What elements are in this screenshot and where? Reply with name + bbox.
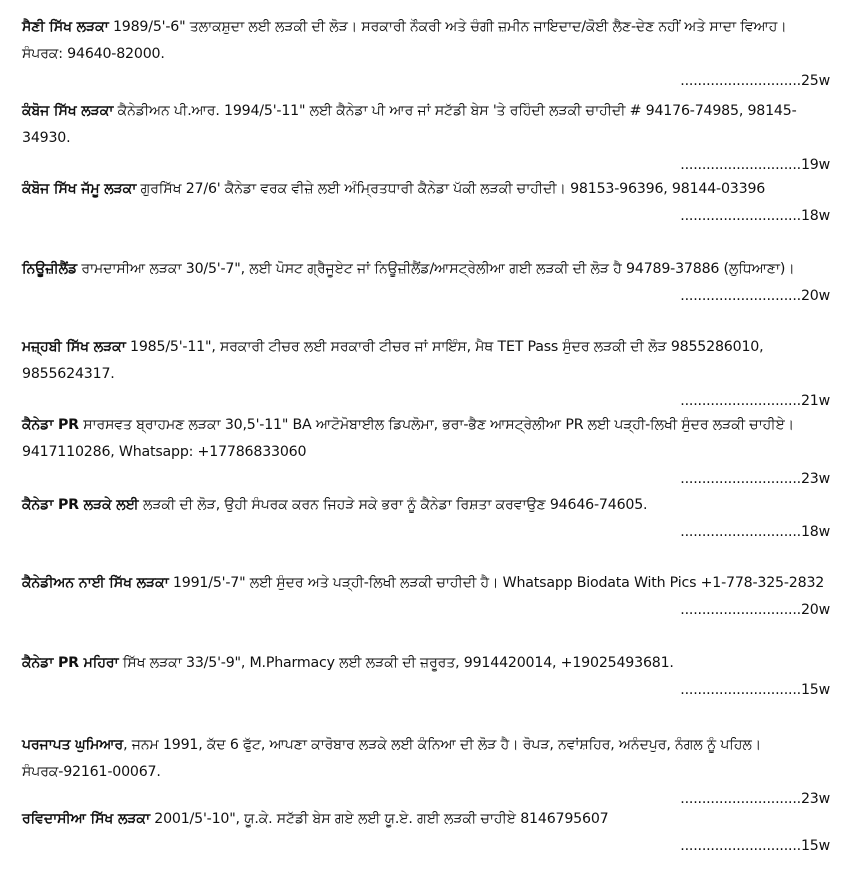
ad-heading: ਸੈਣੀ ਸਿੱਖ ਲੜਕਾ: [22, 19, 109, 35]
classified-ad: [22, 412, 830, 493]
ad-heading: ਕੈਨੇਡਾ PR: [22, 417, 79, 433]
classified-ad: [22, 334, 830, 415]
ad-heading: ਮਜ਼੍ਹਬੀ ਸਿੱਖ ਲੜਕਾ: [22, 339, 126, 355]
classified-ad: [22, 256, 830, 310]
ad-rate: ............................15w: [680, 682, 830, 698]
ad-rate: ............................23w: [680, 471, 830, 487]
ad-body: ਲੜਕੀ ਦੀ ਲੋੜ, ਉਹੀ ਸੰਪਰਕ ਕਰਨ ਜਿਹੜੇ ਸਕੇ ਭਰਾ ਨੂੰ ਕੈਨੇਡਾ ਰਿਸ਼ਤਾ ਕਰਵਾਉਣ 94646-74605.: [138, 497, 648, 513]
classified-ad: [22, 98, 830, 179]
classified-ad: [22, 176, 830, 230]
ad-rate: ............................21w: [680, 393, 830, 409]
classified-ad: [22, 806, 830, 860]
ad-heading: ਕੰਬੋਜ ਸਿੱਖ ਲੜਕਾ: [22, 103, 114, 119]
classified-ad: [22, 570, 830, 624]
classified-ad: [22, 14, 830, 95]
ad-body: 1989/5'-6" ਤਲਾਕਸ਼ੁਦਾ ਲਈ ਲੜਕੀ ਦੀ ਲੋੜ। ਸਰਕਾਰੀ ਨੌਕਰੀ ਅਤੇ ਚੰਗੀ ਜ਼ਮੀਨ ਜਾਇਦਾਦ/ਕੋਈ ਲੈਣ-ਦੇਣ ਨਹੀਂ ਅਤੇ ਸਾਦਾ ਵਿਆਹ। ਸੰਪਰਕ: 94640-82000.: [22, 19, 787, 62]
classified-ad: [22, 732, 830, 813]
ad-heading: ਪਰਜਾਪਤ ਘੁਮਿਆਰ: [22, 737, 124, 753]
ad-heading: ਰਵਿਦਾਸੀਆ ਸਿੱਖ ਲੜਕਾ: [22, 811, 150, 827]
ad-rate: ............................18w: [680, 208, 830, 224]
ad-rate: ............................23w: [680, 791, 830, 807]
ad-heading: ਕੈਨੇਡੀਅਨ ਨਾਈ ਸਿੱਖ ਲੜਕਾ: [22, 575, 169, 591]
ad-body: ਰਾਮਦਾਸੀਆ ਲੜਕਾ 30/5'-7", ਲਈ ਪੋਸਟ ਗ੍ਰੈਜੂਏਟ ਜਾਂ ਨਿਊਜ਼ੀਲੈਂਡ/ਆਸਟ੍ਰੇਲੀਆ ਗਈ ਲੜਕੀ ਦੀ ਲੋੜ ਹੈ 94789-37886 (ਲੁਧਿਆਣਾ)।: [77, 261, 795, 277]
ad-rate: ............................25w: [680, 73, 830, 89]
ad-body: ਸਾਰਸਵਤ ਬ੍ਰਾਹਮਣ ਲੜਕਾ 30,5'-11" BA ਆਟੋਮੋਬਾਈਲ ਡਿਪਲੋਮਾ, ਭਰਾ-ਭੈਣ ਆਸਟ੍ਰੇਲੀਆ PR ਲਈ ਪੜ੍ਹੀ-ਲਿਖੀ ਸੁੰਦਰ ਲੜਕੀ ਚਾਹੀਏ। 9417110286, Whatsapp: +17786833060: [22, 417, 795, 460]
ad-body: ਗੁਰਸਿੱਖ 27/6' ਕੈਨੇਡਾ ਵਰਕ ਵੀਜ਼ੇ ਲਈ ਅੰਮ੍ਰਿਤਧਾਰੀ ਕੈਨੇਡਾ ਪੱਕੀ ਲੜਕੀ ਚਾਹੀਦੀ। 98153-96396, 98144-03396: [136, 181, 766, 197]
classified-ad: [22, 650, 830, 704]
ad-rate: ............................20w: [680, 602, 830, 618]
ad-rate: ............................19w: [680, 157, 830, 173]
ad-heading: ਕੈਨੇਡਾ PR ਮਹਿਰਾ: [22, 655, 119, 671]
ad-body: ਸਿੱਖ ਲੜਕਾ 33/5'-9", M.Pharmacy ਲਈ ਲੜਕੀ ਦੀ ਜ਼ਰੂਰਤ, 9914420014, +19025493681.: [118, 655, 674, 671]
ad-rate: ............................18w: [680, 524, 830, 540]
ad-body: , ਜਨਮ 1991, ਕੱਦ 6 ਫੁੱਟ, ਆਪਣਾ ਕਾਰੋਬਾਰ ਲੜਕੇ ਲਈ ਕੰਨਿਆ ਦੀ ਲੋੜ ਹੈ। ਰੋਪੜ, ਨਵਾਂਸ਼ਹਿਰ, ਅਨੰਦਪੁਰ, ਨੰਗਲ ਨੂੰ ਪਹਿਲ। ਸੰਪਰਕ-92161-00067.: [22, 737, 762, 780]
ad-body: 1991/5'-7" ਲਈ ਸੁੰਦਰ ਅਤੇ ਪੜ੍ਹੀ-ਲਿਖੀ ਲੜਕੀ ਚਾਹੀਦੀ ਹੈ। Whatsapp Biodata With Pics +1-778-325-2832: [168, 575, 825, 591]
ad-body: 2001/5'-10", ਯੂ.ਕੇ. ਸਟੱਡੀ ਬੇਸ ਗਏ ਲਈ ਯੂ.ਏ. ਗਈ ਲੜਕੀ ਚਾਹੀਏ 8146795607: [149, 811, 609, 827]
ad-body: ਕੈਨੇਡੀਅਨ ਪੀ.ਆਰ. 1994/5'-11" ਲਈ ਕੈਨੇਡਾ ਪੀ ਆਰ ਜਾਂ ਸਟੱਡੀ ਬੇਸ 'ਤੇ ਰਹਿੰਦੀ ਲੜਕੀ ਚਾਹੀਦੀ # 94176-74985, 98145-34930.: [22, 103, 797, 146]
ad-body: 1985/5'-11", ਸਰਕਾਰੀ ਟੀਚਰ ਲਈ ਸਰਕਾਰੀ ਟੀਚਰ ਜਾਂ ਸਾਇੰਸ, ਮੈਥ TET Pass ਸੁੰਦਰ ਲੜਕੀ ਦੀ ਲੋੜ 9855286010, 9855624317.: [22, 339, 764, 382]
classified-ad: [22, 492, 830, 546]
ad-heading: ਨਿਊਜ਼ੀਲੈਂਡ: [22, 261, 78, 277]
ad-rate: ............................20w: [680, 288, 830, 304]
ad-heading: ਕੈਨੇਡਾ PR ਲੜਕੇ ਲਈ: [22, 497, 139, 513]
ad-rate: ............................15w: [680, 838, 830, 854]
ad-heading: ਕੰਬੋਜ ਸਿੱਖ ਜੱਮੂ ਲੜਕਾ: [22, 181, 137, 197]
